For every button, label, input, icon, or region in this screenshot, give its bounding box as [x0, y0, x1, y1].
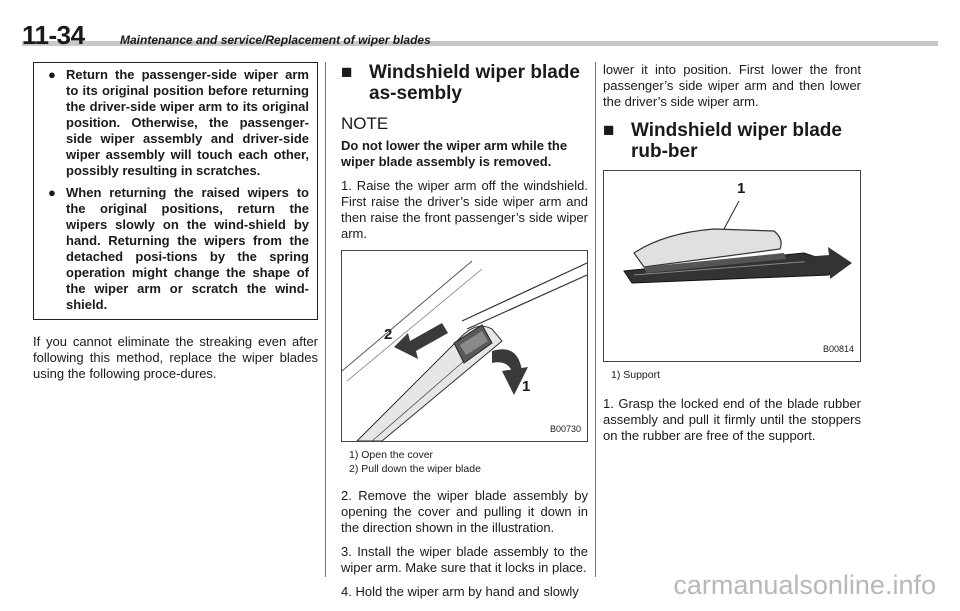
blade-rubber-illustration	[604, 171, 860, 361]
section-title: Maintenance and service/Replacement of wiper blades	[120, 33, 431, 47]
figure-code: B00730	[549, 424, 581, 434]
page-number: 11-34	[22, 20, 85, 50]
column-3	[603, 62, 861, 444]
bullet: ●	[48, 185, 56, 200]
caution-item-text: Return the passenger-side wiper arm to its original position before returning the driver-side wiper arm to its original position. Otherwise, the passenger-side wiper assembly and driver-side wiper assembly will touch each other, possibly resulting in scratches.	[66, 67, 309, 178]
watermark: carmanualsonline.info	[673, 570, 936, 600]
step-4: 4. Hold the wiper arm by hand and slowly	[341, 584, 579, 599]
blade-rubber-figure	[603, 170, 861, 362]
streaking-paragraph: If you cannot eliminate the streaking even after following this method, replace the wiper blades using the following proce-dures.	[33, 334, 318, 381]
figure-caption-1: 1) Support	[611, 369, 661, 381]
section-heading-blade-assembly	[341, 62, 588, 104]
heading-text: Windshield wiper blade as-sembly	[369, 62, 580, 104]
section-heading-blade-rubber	[603, 120, 861, 162]
wiper-arm-figure	[341, 250, 588, 442]
callout-label-2: 2	[384, 326, 393, 343]
caution-item-text: When returning the raised wipers to the original positions, return the wipers slowly on the wind-shield by hand. Returning the wipers from the detached posi-tions by the spring operation might change the shape of the wiper arm or scratch the wind-shield.	[66, 185, 309, 312]
note-label: NOTE	[341, 114, 389, 133]
figure-caption-1: 1) Open the cover	[349, 449, 434, 461]
heading-marker: ■	[341, 62, 353, 83]
step-1: 1. Raise the wiper arm off the windshield. First raise the driver’s side wiper arm and then raise the front passenger’s side wiper arm.	[341, 178, 588, 241]
caution-box	[33, 62, 318, 320]
note-text: Do not lower the wiper arm while the wiper blade assembly is removed.	[341, 138, 568, 169]
heading-marker: ■	[603, 120, 615, 141]
caution-item	[42, 185, 309, 313]
step-2: 2. Remove the wiper blade assembly by opening the cover and pulling it down in the direction shown in the illustration.	[341, 488, 588, 535]
step-1: 1. Grasp the locked end of the blade rubber assembly and pull it firmly until the stoppers on the rubber are free of the support.	[603, 396, 861, 443]
callout-label-1: 1	[737, 180, 746, 197]
step-4-continuation: lower it into position. First lower the front passenger’s side wiper arm and then lower the driver’s side wiper arm.	[603, 62, 861, 109]
bullet: ●	[48, 67, 56, 82]
step-3: 3. Install the wiper blade assembly to the wiper arm. Make sure that it locks in place.	[341, 544, 588, 575]
column-1	[33, 62, 318, 382]
caution-item	[42, 67, 309, 179]
heading-text: Windshield wiper blade rub-ber	[631, 120, 842, 162]
wiper-arm-illustration	[342, 251, 587, 441]
column-divider	[595, 62, 596, 577]
page-header	[22, 20, 938, 50]
column-divider	[325, 62, 326, 577]
figure-code: B00814	[822, 344, 854, 354]
figure-caption-2: 2) Pull down the wiper blade	[349, 463, 481, 475]
callout-label-1: 1	[522, 378, 531, 395]
column-2	[341, 62, 588, 600]
